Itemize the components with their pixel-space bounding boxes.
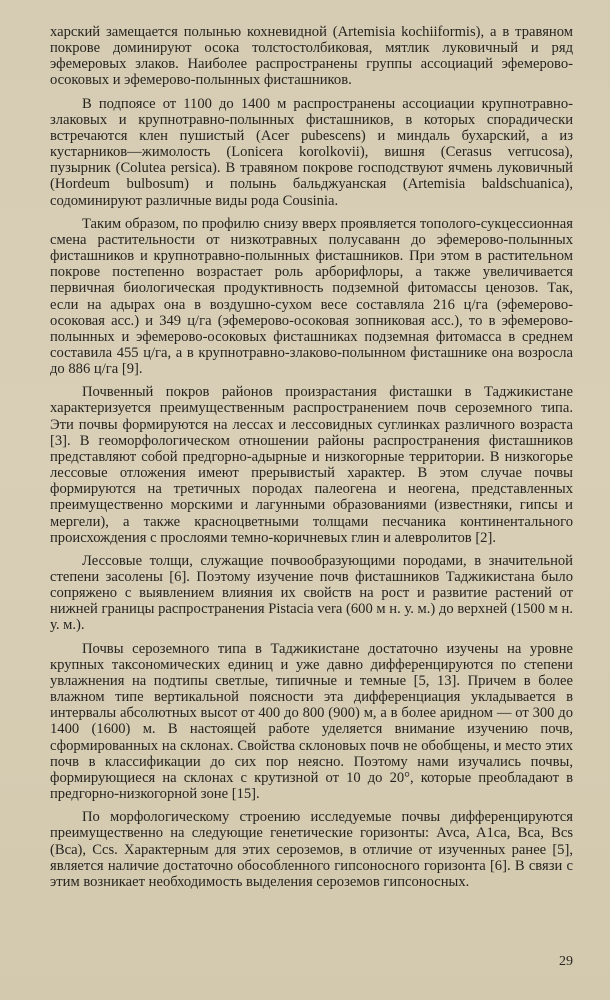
paragraph-4: Почвенный покров районов произрастания фисташки в Таджикистане характеризуется преимущественным распространением почв сероземного типа. Эти почвы формируются на лессах и лессовидных суглинках различного возраста [3]. В геоморфологическом отношении районы распространения фисташников представляют собой предгорно-адырные и низкогорные территории. В низкогорье лессовые отложения имеют прерывистый характер. В этом случае почвы формируются на третичных породах палеогена и неогена, представленных преимущественно морскими и лагунными образованиями (известняки, гипсы и мергели), а также красноцветными толщами песчаника континентального происхождения с прослоями темно-коричневых глин и алевролитов [2].	[50, 384, 573, 546]
paragraph-7: По морфологическому строению исследуемые почвы дифференцируются преимущественно на следующие генетические горизонты: Avca, A1ca, Bca, Bcs (Bca), Ccs. Характерным для этих сероземов, в отличие от изученных ранее [5], является наличие достаточно обособленного гипсоносного горизонта [6]. В связи с этим возникает необходимость выделения сероземов гипсоносных.	[50, 809, 573, 890]
paragraph-1: харский замещается полынью кохневидной (Artemisia kochiiformis), а в травяном покрове доминируют осока толстостолбиковая, мятлик луковичный и ряд эфемеровых злаков. Наиболее распространены группы ассоциаций эфемерово-осоковых и эфемерово-полынных фисташников.	[50, 24, 573, 89]
paragraph-5: Лессовые толщи, служащие почвообразующими породами, в значительной степени засолены [6]. Поэтому изучение почв фисташников Таджикистана было сопряжено с выявлением влияния их свойств на рост и развитие растений от нижней границы распространения Pistacia vera (600 м н. у. м.) до верхней (1500 м н. у. м.).	[50, 552, 573, 634]
document-page	[50, 24, 573, 974]
paragraph-3: Таким образом, по профилю снизу вверх проявляется тополого-сукцессионная смена растительности от низкотравных полусаванн до эфемерово-полынных фисташников и крупнотравно-полынных фисташников. При этом в растительном покрове постепенно возрастает роль арборифлоры, а также увеличивается первичная биологическая продуктивность подземной фитомассы ценозов. Так, если на адырах она в воздушно-сухом весе составляла 216 ц/га (эфемерово-осоковая асс.) и 349 ц/га (эфемерово-осоковая зопниковая асс.), то в эфемерово-полынных и эфемерово-осоковых фисташниках подземная фитомасса в среднем составила 455 ц/га, а в крупнотравно-злаково-полынном фисташнике она возросла до 886 ц/га [9].	[50, 215, 573, 378]
page-number: 29	[559, 954, 573, 969]
paragraph-2: В подпоясе от 1100 до 1400 м распространены ассоциации крупнотравно-злаковых и крупнотравно-полынных фисташников, в которых спорадически встречаются клен пушистый (Acer pubescens) и миндаль бухарский, а из кустарников—жимолость (Lonicera korolkovii), вишня (Cerasus verrucosa), пузырник (Colutea persica). В травяном покрове господствуют ячмень луковичный (Hordeum bulbosum) и полынь бальджуанская (Artemisia baldschuanica), содоминируют различные виды рода Cousinia.	[50, 95, 573, 209]
paragraph-6: Почвы сероземного типа в Таджикистане достаточно изучены на уровне крупных таксономических единиц и уже давно дифференцируются по степени увлажнения на подтипы светлые, типичные и темные [5, 13]. Причем в более влажном типе вертикальной поясности эта дифференциация укладывается в интервалы абсолютных высот от 400 до 800 (900) м, а в более аридном — от 300 до 1400 (1600) м. В настоящей работе уделяется внимание изучению почв, сформированных на склонах. Свойства склоновых почв не обобщены, и место этих почв в классификации до сих пор неясно. Поэтому нами изучались почвы, формирующиеся на склонах с крутизной от 10 до 20°, которые преобладают в предгорно-низкогорной зоне [15].	[50, 640, 573, 803]
